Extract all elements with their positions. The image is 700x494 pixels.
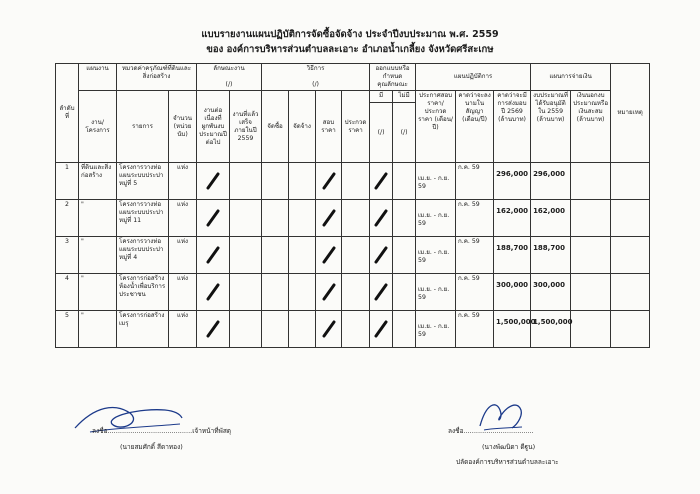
row-contract: ก.ค. 59 [456,311,494,348]
row-unit: แห่ง [169,237,197,274]
row-announce: เม.ย. - ก.ย. 59 [416,311,456,348]
checkmark-slash-icon [374,247,388,263]
table-row [56,163,650,200]
header-plan: แผนงาน [79,64,117,91]
row-contract: ก.ค. 59 [456,163,494,200]
row-expected: 296,000 [494,163,531,200]
row-bid [342,200,370,237]
checkmark-slash-icon [374,321,388,337]
row-expected: 1,500,000 [494,311,531,348]
row-announce: เม.ย. - ก.ย. 59 [416,200,456,237]
row-buy [262,163,289,200]
row-design-yes-mark [370,274,393,311]
row-number: 3 [56,237,79,274]
header-work-type: ลักษณะงาน (/) [197,64,262,91]
row-buy [262,311,289,348]
row-hire [289,163,316,200]
header-no-mark: (/) [393,103,416,163]
row-plan: ที่ดินและสิ่งก่อสร้าง [79,163,117,200]
checkmark-slash-icon [206,247,220,263]
row-finished [230,274,262,311]
header-contract: คาดว่าจะลงนามในสัญญา (เดือน/ปี) [456,91,494,163]
row-quote-mark [316,163,342,200]
row-number: 5 [56,311,79,348]
row-announce: เม.ย. - ก.ย. 59 [416,237,456,274]
row-plan: " [79,274,117,311]
row-design-yes-mark [370,237,393,274]
row-buy [262,237,289,274]
row-expected: 300,000 [494,274,531,311]
report-subtitle: ของ องค์การบริหารส่วนตำบลละเอาะ อำเภอน้ำเกลี้ยง จังหวัดศรีสะเกษ [206,44,494,55]
row-remark [611,274,650,311]
row-item: โครงการวางท่อแผนระบบประปา หมู่ที่ 5 [117,163,169,200]
header-items: รายการ [117,91,169,163]
header-remark: หมายเหตุ [611,64,650,163]
row-unit: แห่ง [169,200,197,237]
row-finished [230,311,262,348]
row-number: 4 [56,274,79,311]
row-hire [289,200,316,237]
row-bid [342,274,370,311]
row-continuing-mark [197,274,230,311]
row-finished [230,237,262,274]
row-budget: 300,000 [531,274,571,311]
row-design-no [393,200,416,237]
row-quote-mark [316,200,342,237]
row-quote-mark [316,237,342,274]
checkmark-slash-icon [322,210,336,226]
row-design-no [393,237,416,274]
row-number: 2 [56,200,79,237]
procurement-table [55,63,650,348]
header-quote: สอบราคา [316,91,342,163]
header-hire: จัดจ้าง [289,91,316,163]
row-design-no [393,311,416,348]
header-expected: คาดว่าจะมีการส่งมอบปี 2569 (ล้านบาท) [494,91,531,163]
row-contract: ก.ค. 59 [456,274,494,311]
left-signature-name: (นายสมศักดิ์ สีดาทอง) [120,443,183,451]
row-unit: แห่ง [169,163,197,200]
checkmark-slash-icon [206,321,220,337]
checkmark-slash-icon [206,284,220,300]
row-item: โครงการวางท่อแผนระบบประปา หมู่ที่ 4 [117,237,169,274]
row-design-yes-mark [370,200,393,237]
row-continuing-mark [197,163,230,200]
header-buy: จัดซื้อ [262,91,289,163]
row-extra-budget [571,274,611,311]
header-seq: ลำดับที่ [56,64,79,163]
row-unit: แห่ง [169,311,197,348]
row-hire [289,274,316,311]
row-finished [230,163,262,200]
row-expected: 162,000 [494,200,531,237]
row-budget: 296,000 [531,163,571,200]
checkmark-slash-icon [206,173,220,189]
row-quote-mark [316,311,342,348]
row-extra-budget [571,237,611,274]
right-signature-role: ปลัดองค์การบริหารส่วนตำบลละเอาะ [456,458,559,466]
row-quote-mark [316,274,342,311]
checkmark-slash-icon [322,321,336,337]
header-method: วิธีการ (/) [262,64,370,91]
row-contract: ก.ค. 59 [456,237,494,274]
row-announce: เม.ย. - ก.ย. 59 [416,163,456,200]
right-signature-line: ลงชื่อ.................................. [448,427,534,435]
row-hire [289,237,316,274]
row-remark [611,163,650,200]
header-op-plan: แผนปฏิบัติการ [416,64,531,91]
header-announce: ประกาศสอบราคา/ประกวดราคา (เดือน/ปี) [416,91,456,163]
checkmark-slash-icon [322,247,336,263]
table-row [56,200,650,237]
row-extra-budget [571,163,611,200]
header-bid: ประกวดราคา [342,91,370,163]
row-design-yes-mark [370,163,393,200]
checkmark-slash-icon [206,210,220,226]
header-plan-project: งาน/โครงการ [79,91,117,163]
row-budget: 162,000 [531,200,571,237]
row-item: โครงการวางท่อแผนระบบประปา หมู่ที่ 11 [117,200,169,237]
row-remark [611,237,650,274]
row-remark [611,200,650,237]
table-row [56,311,650,348]
row-design-no [393,274,416,311]
row-plan: " [79,311,117,348]
row-item: โครงการก่อสร้างห้องน้ำเพื่อบริการประชาชน [117,274,169,311]
row-design-no [393,163,416,200]
row-item: โครงการก่อสร้างเมรุ [117,311,169,348]
right-signature-name: (นางพัฒนิดา ดีฐูน) [482,443,536,451]
row-bid [342,163,370,200]
row-budget: 188,700 [531,237,571,274]
checkmark-slash-icon [374,173,388,189]
header-no: ไม่มี [393,91,416,103]
header-finished: งานที่แล้วเสร็จภายในปี 2559 [230,91,262,163]
row-unit: แห่ง [169,274,197,311]
row-announce: เม.ย. - ก.ย. 59 [416,274,456,311]
header-category: หมวดค่าครุภัณฑ์ที่ดินและสิ่งก่อสร้าง [117,64,197,91]
header-yes-mark: (/) [370,103,393,163]
row-design-yes-mark [370,311,393,348]
row-extra-budget [571,311,611,348]
row-remark [611,311,650,348]
left-signature-line: ลงชื่อ.........................................เจ้าหน้าที่พัสดุ [92,427,232,435]
checkmark-slash-icon [374,284,388,300]
header-continuing: งานต่อเนื่องที่ผูกพันงบประมาณปีต่อไป [197,91,230,163]
checkmark-slash-icon [374,210,388,226]
header-budget-plan: แผนการจ่ายเงิน [531,64,611,91]
row-continuing-mark [197,237,230,274]
row-bid [342,237,370,274]
header-budget-2559: งบประมาณที่ได้รับอนุมัติใน 2559 (ล้านบาท) [531,91,571,163]
header-yes: มี [370,91,393,103]
row-bid [342,311,370,348]
row-budget: 1,500,000 [531,311,571,348]
header-qty: จำนวน (หน่วยนับ) [169,91,197,163]
row-plan: " [79,200,117,237]
table-row [56,274,650,311]
row-plan: " [79,237,117,274]
checkmark-slash-icon [322,173,336,189]
table-row [56,237,650,274]
checkmark-slash-icon [322,284,336,300]
row-number: 1 [56,163,79,200]
row-finished [230,200,262,237]
row-buy [262,200,289,237]
header-extra-budget: เงินนอกงบประมาณหรือเงินสะสม (ล้านบาท) [571,91,611,163]
header-design: ออกแบบหรือกำหนดคุณลักษณะ [370,64,416,91]
row-continuing-mark [197,311,230,348]
row-contract: ก.ค. 59 [456,200,494,237]
row-extra-budget [571,200,611,237]
row-continuing-mark [197,200,230,237]
row-expected: 188,700 [494,237,531,274]
row-hire [289,311,316,348]
report-title: แบบรายงานแผนปฏิบัติการจัดซื้อจัดจ้าง ประจำปีงบประมาณ พ.ศ. 2559 [201,29,499,40]
row-buy [262,274,289,311]
